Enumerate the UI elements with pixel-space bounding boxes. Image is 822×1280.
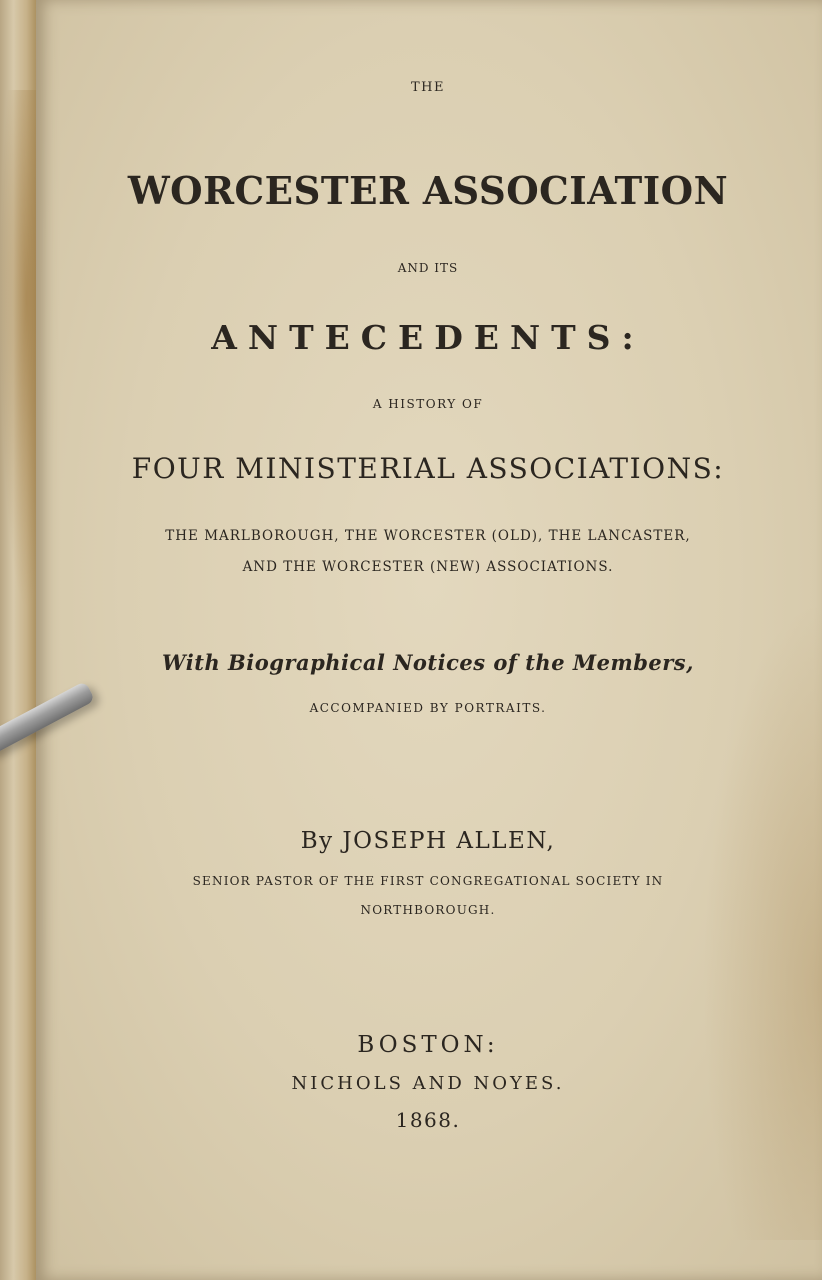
publisher-name: NICHOLS AND NOYES. xyxy=(291,1073,565,1094)
author-name: By JOSEPH ALLEN, xyxy=(300,828,556,854)
title-article: THE xyxy=(411,80,445,95)
author-role-line-2: NORTHBOROUGH. xyxy=(360,903,496,917)
subtitle-line-1: THE MARLBOROUGH, THE WORCESTER (OLD), THE LANCASTER, xyxy=(165,528,691,544)
title-page xyxy=(36,0,822,1280)
portraits-note: ACCOMPANIED BY PORTRAITS. xyxy=(309,701,547,715)
subtitle-four-associations: FOUR MINISTERIAL ASSOCIATIONS: xyxy=(131,452,725,485)
publication-city: BOSTON: xyxy=(357,1032,499,1058)
page-foxing-stain xyxy=(702,600,822,1240)
biographical-notice-line: With Biographical Notices of the Members, xyxy=(162,650,694,675)
publication-year: 1868. xyxy=(395,1108,461,1132)
main-title: WORCESTER ASSOCIATION xyxy=(127,168,729,213)
subtitle-history-of: A HISTORY OF xyxy=(372,397,484,411)
author-role-line-1: SENIOR PASTOR OF THE FIRST CONGREGATIONAL SOCIETY IN xyxy=(192,874,664,888)
title-connector: AND ITS xyxy=(397,261,459,275)
title-antecedents: ANTECEDENTS: xyxy=(211,318,645,357)
subtitle-line-2: AND THE WORCESTER (NEW) ASSOCIATIONS. xyxy=(242,559,614,575)
